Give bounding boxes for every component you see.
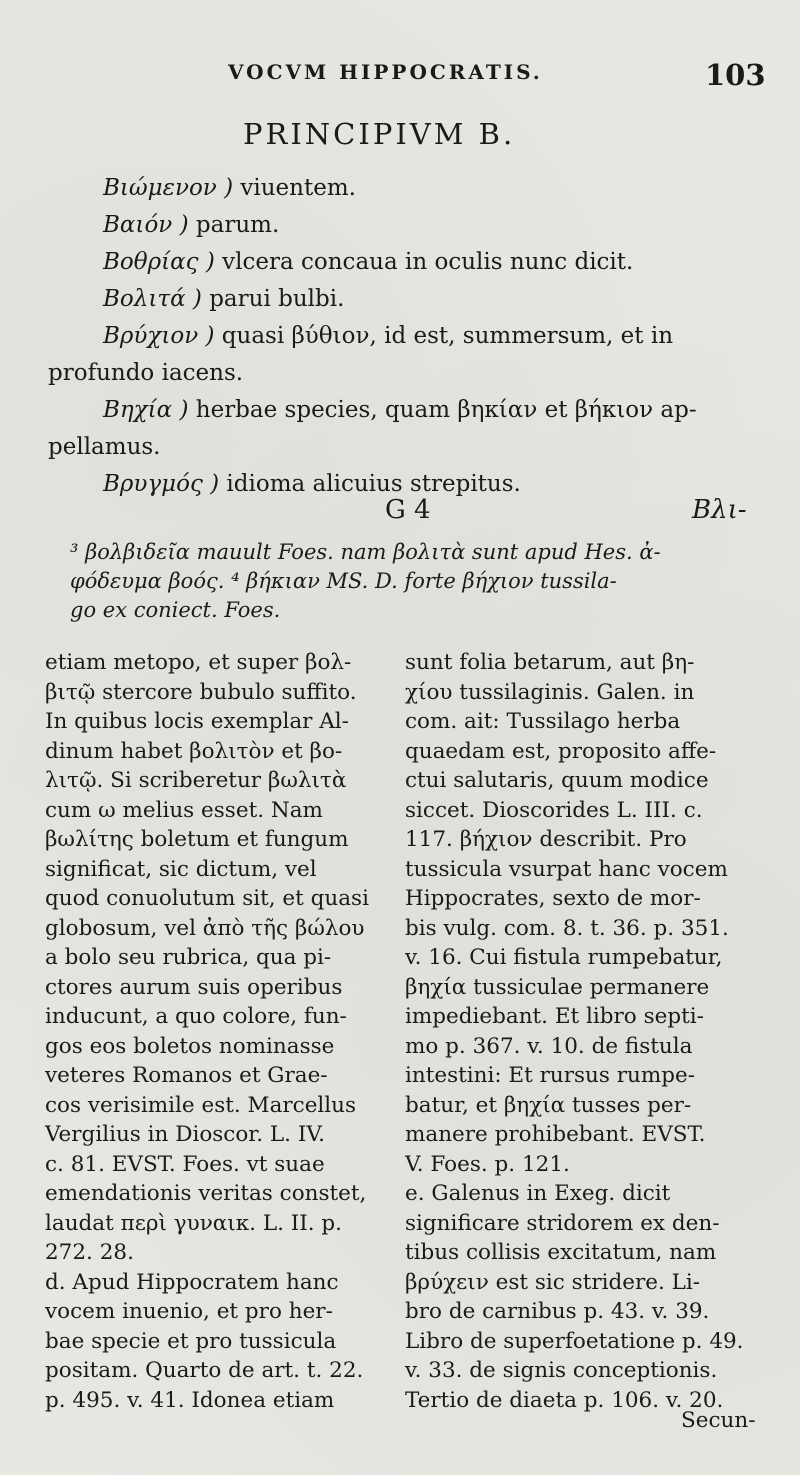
text-line: cum ω melius esset. Nam [45,797,323,823]
glossary-entry [48,318,758,355]
text-line: laudat περὶ γυναικ. L. II. p. [45,1210,343,1236]
text-line: 272. 28. [45,1240,134,1265]
text-line: Libro de superfoetatione p. 49. [405,1328,744,1354]
latin-gloss: herbae species, quam βηκίαν et βήκιον ap- [188,397,697,423]
text-line: Vergilius in Dioscor. L. IV. [45,1122,325,1147]
text-line: dinum habet βολιτὸν et βο- [45,738,343,764]
text-line: com. ait: Tussilago herba [405,709,681,734]
glossary-entry-continuation [48,355,758,392]
glossary-entry [48,392,758,429]
text-line: βιτῷ stercore bubulo suffito. [45,679,357,705]
text-line: significare stridorem ex den- [405,1210,720,1236]
text-line: inducunt, a quo colore, fun- [45,1004,347,1029]
text-line: intestini: Et rursus rumpe- [405,1063,696,1088]
latin-gloss: parum. [188,212,280,238]
latin-gloss: idioma alicuius strepitus. [219,471,521,497]
text-line: v. 16. Cui fistula rumpebatur, [405,945,723,970]
greek-headword: Βρυγμός ) [103,471,220,497]
text-line: bis vulg. com. 8. t. 36. p. 351. [405,915,729,941]
text-line: manere prohibebant. EVST. [405,1122,706,1147]
text-line: Hippocrates, sexto de mor- [405,886,701,911]
text-line: vocem inuenio, et pro her- [45,1299,333,1324]
text-line: gos eos boletos nominasse [45,1033,335,1059]
commentary-left-column [45,648,385,1415]
text-line: χίου tussilaginis. Galen. in [405,679,695,705]
greek-headword: Βιώμενον ) [103,175,234,201]
text-line: ctores aurum suis operibus [45,974,343,1000]
text-line: mo p. 367. v. 10. de fistula [405,1033,693,1059]
latin-gloss: vlcera concaua in oculis nunc dicit. [214,249,634,275]
text-line: positam. Quarto de art. t. 22. [45,1358,364,1383]
text-line: tibus collisis excitatum, nam [405,1240,717,1265]
text-line: Tertio de diaeta p. 106. v. 20. [405,1387,724,1413]
greek-headword: Βοθρίας ) [103,249,215,275]
section-title: PRINCIPIVM B. [243,117,516,151]
signature-mark: G 4 [385,495,431,525]
greek-headword: Βηχία ) [103,397,189,423]
text-line: v. 33. de signis conceptionis. [405,1358,718,1383]
glossary-entry [48,281,758,318]
text-line: V. Foes. p. 121. [405,1151,570,1177]
text-line: siccet. Dioscorides L. III. c. [405,797,703,823]
text-line: λιτῷ. Si scriberetur βωλιτὰ [45,768,347,793]
text-line: 117. βήχιον describit. Pro [405,827,687,852]
latin-gloss: parui bulbi. [201,286,345,312]
latin-gloss: profundo iacens. [48,360,244,386]
text-line: emendationis veritas constet, [45,1181,367,1206]
text-line: e. Galenus in Exeg. dicit [405,1181,671,1206]
text-line: βωλίτης boletum et fungum [45,827,349,852]
text-line: significat, sic dictum, vel [45,856,317,882]
text-line: a bolo seu rubrica, qua pi- [45,945,332,970]
text-line: quaedam est, proposito affe- [405,738,717,764]
glossary-entries [48,170,758,503]
text-line: tussicula vsurpat hanc vocem [405,856,728,882]
text-line: bae specie et pro tussicula [45,1328,337,1354]
text-line: quod conuolutum sit, et quasi [45,886,369,911]
catchword-top: Βλι- [692,495,747,525]
text-line: veteres Romanos et Grae- [45,1063,328,1088]
glossary-entry [48,244,758,281]
text-line: ctui salutaris, quum modice [405,768,709,793]
text-line: c. 81. EVST. Foes. vt suae [45,1151,325,1177]
commentary-right-column [405,648,750,1415]
footnotes [70,538,760,625]
glossary-entry [48,207,758,244]
greek-headword: Βρύχιον ) [103,323,215,349]
glossary-entry-continuation [48,429,758,466]
text-line: βρύχειν est sic stridere. Li- [405,1269,701,1295]
footnote-line: φόδευμα βοός. ⁴ βήκιαν MS. D. forte βήχιον tussila- [70,569,617,593]
running-head: VOCVM HIPPOCRATIS. [228,60,543,84]
text-line: etiam metopo, et super βολ- [45,650,352,675]
page-number: 103 [705,58,766,92]
text-line: βηχία tussiculae permanere [405,974,710,1000]
latin-gloss: viuentem. [233,175,356,201]
footnote-line: go ex coniect. Foes. [70,598,281,622]
latin-gloss: pellamus. [48,434,161,460]
text-line: impediebant. Et libro septi- [405,1004,704,1029]
footnote-line: ³ βολβιδεῖα mauult Foes. nam βολιτὰ sunt apud Hes. ἀ- [70,540,661,564]
text-line: p. 495. v. 41. Idonea etiam [45,1387,335,1413]
latin-gloss: quasi βύθιον, id est, summersum, et in [214,323,674,349]
text-line: d. Apud Hippocratem hanc [45,1269,339,1295]
text-line: globosum, vel ἀπὸ τῆς βώλου [45,915,365,941]
text-line: batur, et βηχία tusses per- [405,1092,692,1118]
glossary-entry [48,170,758,207]
greek-headword: Βαιόν ) [103,212,189,238]
catchword-bottom: Secun- [681,1408,756,1433]
greek-headword: Βολιτά ) [103,286,202,312]
text-line: In quibus locis exemplar Al- [45,709,349,734]
text-line: bro de carnibus p. 43. v. 39. [405,1299,710,1324]
text-line: sunt folia betarum, aut βη- [405,650,695,675]
text-line: cos verisimile est. Marcellus [45,1092,357,1118]
